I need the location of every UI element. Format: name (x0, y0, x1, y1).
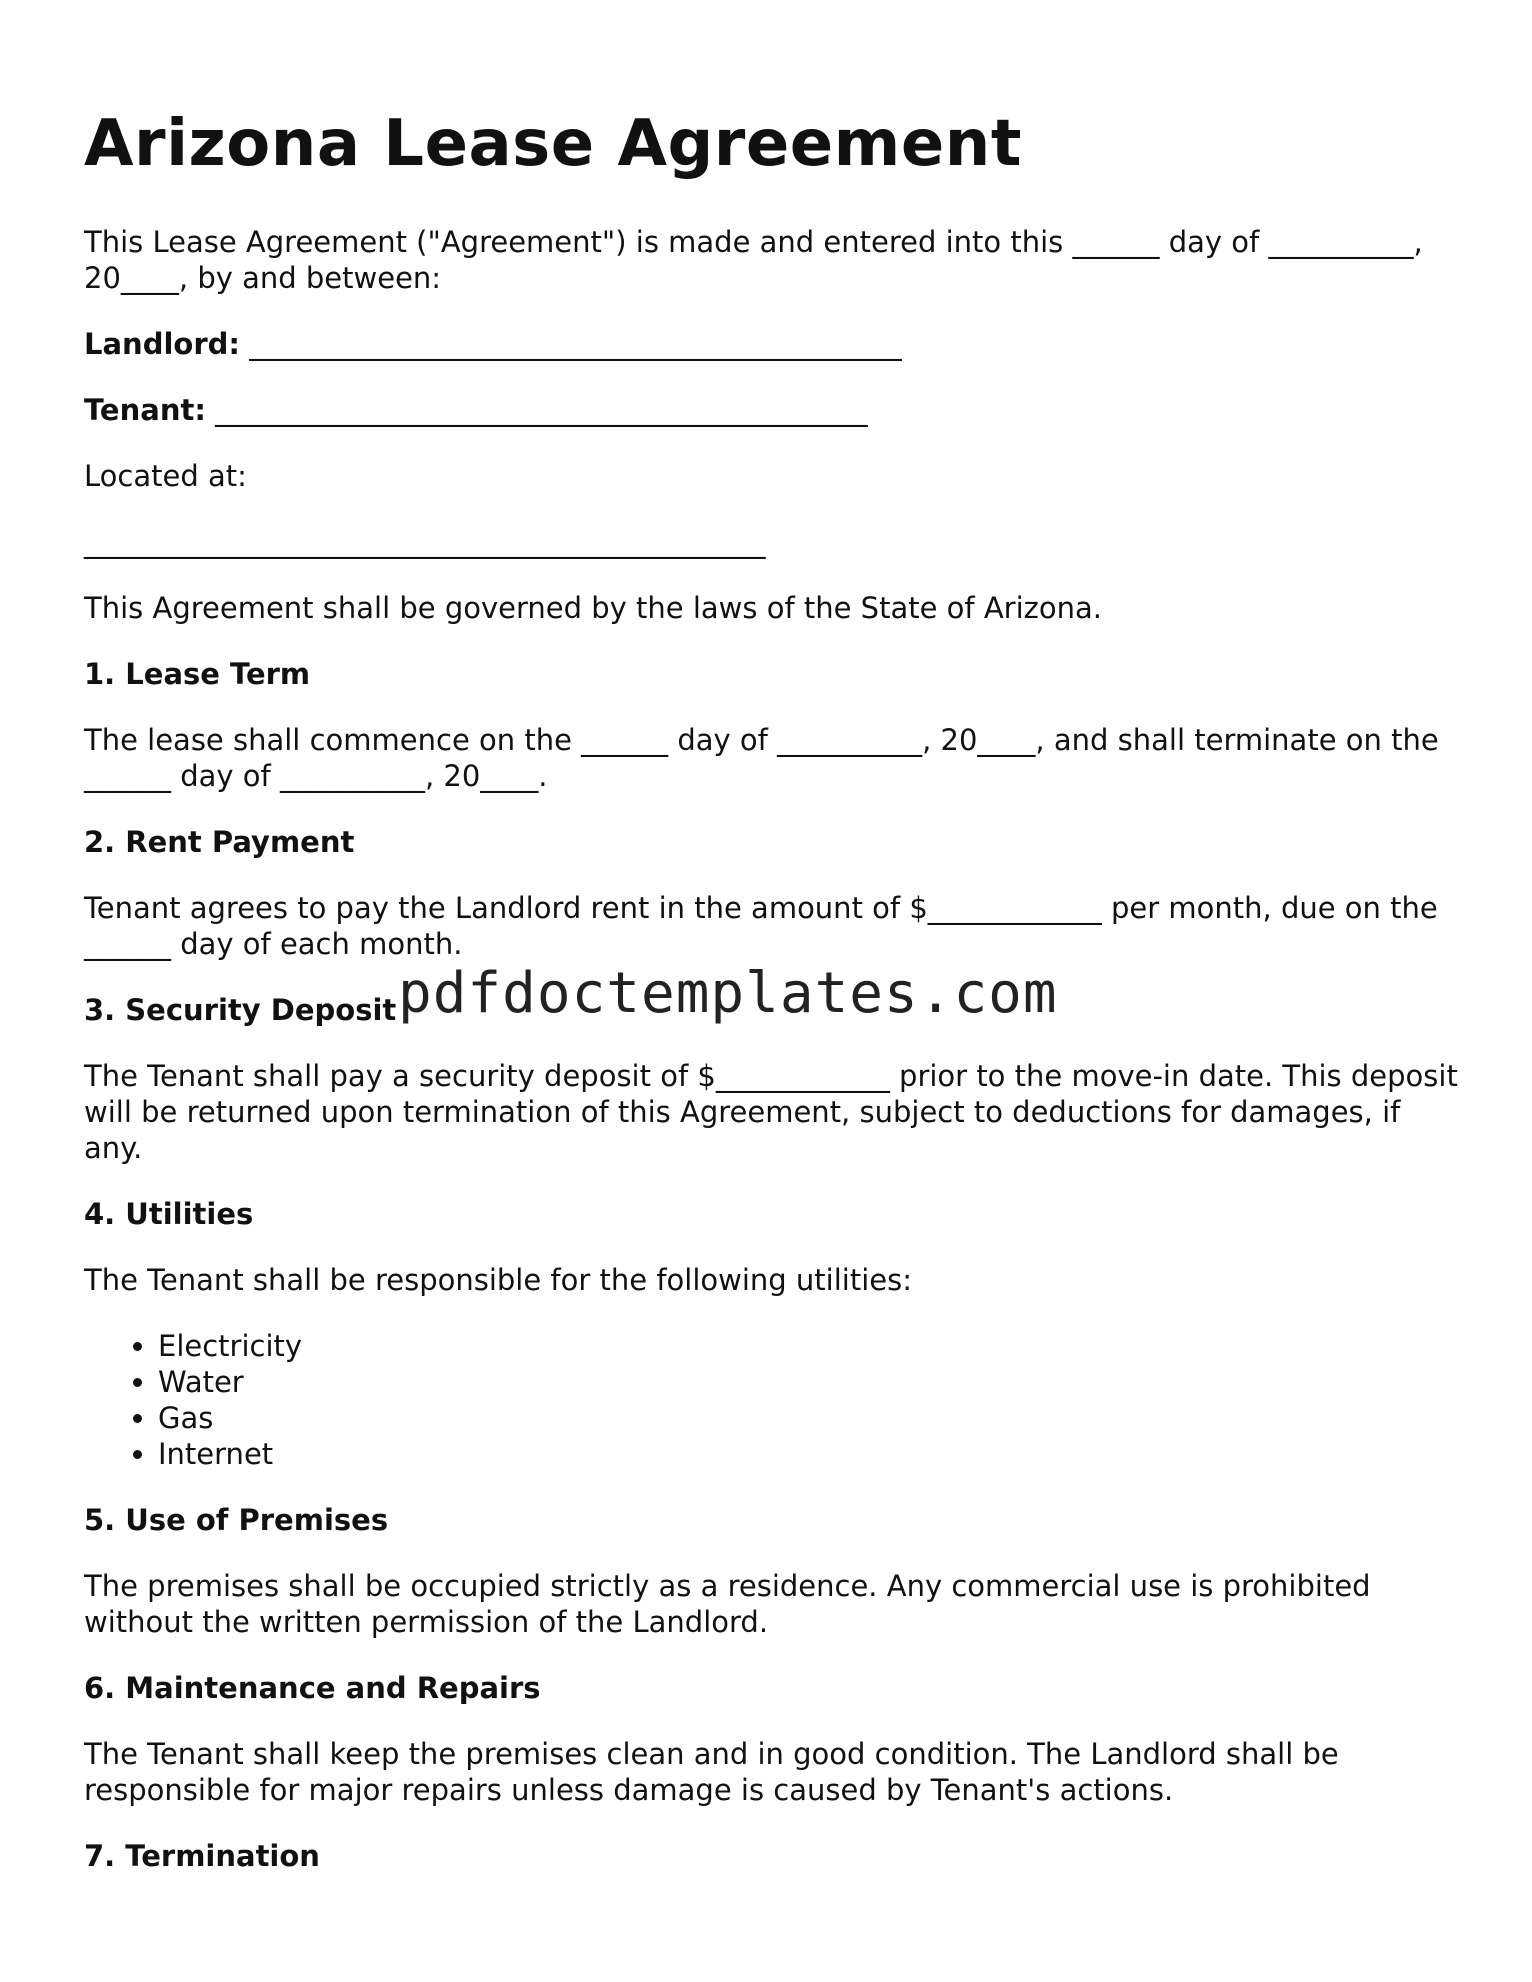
governing-law-paragraph: This Agreement shall be governed by the laws of the State of Arizona. (84, 591, 1102, 625)
document-title: Arizona Lease Agreement (84, 107, 1022, 181)
list-item: • Gas (158, 1400, 1464, 1436)
list-item: • Internet (158, 1436, 1464, 1472)
section-text-use-of-premises: The premises shall be occupied strictly as a residence. Any commercial use is prohibited without the written permission of the Landlord. (84, 1569, 1371, 1639)
section-text-maintenance: The Tenant shall keep the premises clean and in good condition. The Landlord shall be responsible for major repairs unless damage is caused by Tenant's actions. (84, 1737, 1339, 1807)
located-at-label: Located at: (84, 459, 247, 493)
section-text-rent-payment: Tenant agrees to pay the Landlord rent in the amount of $____________ per month, due on the ______ day of each month. (84, 891, 1438, 961)
tenant-line (84, 392, 1464, 428)
section-text-security-deposit: The Tenant shall pay a security deposit of $____________ prior to the move-in date. This deposit will be returned upon termination of this Agreement, subject to deductions for damages, if any. (84, 1059, 1458, 1165)
list-item: • Electricity (158, 1328, 1464, 1364)
landlord-label: Landlord: (84, 327, 240, 361)
list-item: • Water (158, 1364, 1464, 1400)
landlord-line (84, 326, 1464, 362)
watermark-text: pdfdoctemplates.com (398, 961, 1058, 1026)
landlord-blank: _____________________________________________ (249, 327, 902, 361)
section-heading-lease-term: 1. Lease Term (84, 657, 311, 691)
section-text-utilities: The Tenant shall be responsible for the following utilities: (84, 1263, 912, 1297)
section-heading-utilities: 4. Utilities (84, 1197, 254, 1231)
section-text-lease-term: The lease shall commence on the ______ day of __________, 20____, and shall terminate on the ______ day of __________, 20____. (84, 723, 1439, 793)
section-heading-termination: 7. Termination (84, 1839, 320, 1873)
address-blank: _______________________________________________ (84, 525, 766, 559)
section-heading-security-deposit: 3. Security Deposit (84, 993, 397, 1027)
utilities-list (84, 1328, 1464, 1472)
intro-paragraph: This Lease Agreement ("Agreement") is made and entered into this ______ day of __________, 20____, by and between: (84, 225, 1423, 295)
section-heading-maintenance: 6. Maintenance and Repairs (84, 1671, 541, 1705)
tenant-blank: _____________________________________________ (215, 393, 868, 427)
section-heading-use-of-premises: 5. Use of Premises (84, 1503, 389, 1537)
section-heading-rent-payment: 2. Rent Payment (84, 825, 355, 859)
tenant-label: Tenant: (84, 393, 206, 427)
